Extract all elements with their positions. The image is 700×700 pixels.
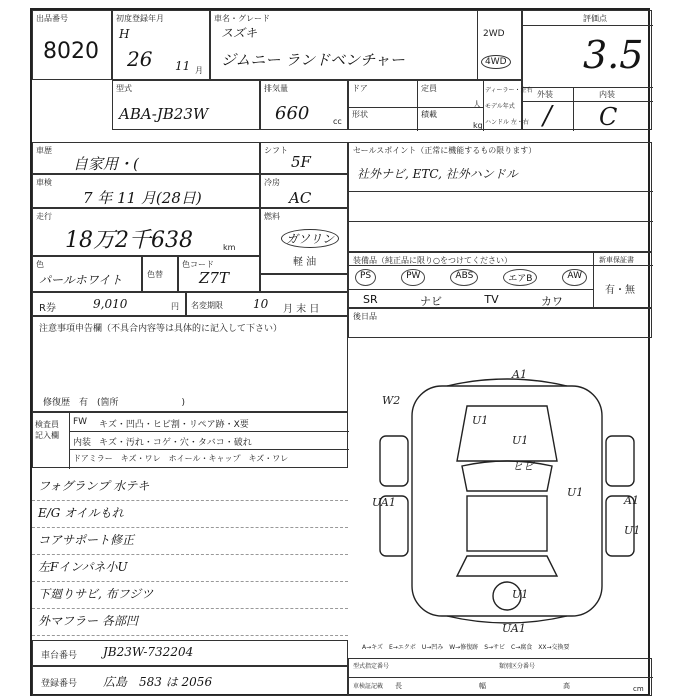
ac-value: AC <box>289 189 312 207</box>
yen-unit: 円 <box>171 302 179 311</box>
interior-grade: C <box>599 103 618 131</box>
displacement-label: 排気量 <box>264 84 288 93</box>
equipment-cell <box>348 252 652 308</box>
handwritten-note: 左Fインパネ小U <box>32 555 348 582</box>
fuel-diesel: 軽 油 <box>293 257 317 268</box>
fuel-gasoline: ガソリン <box>281 229 339 248</box>
equipment-item: AW <box>562 269 587 286</box>
car-windshield <box>462 461 552 491</box>
after-sale-label: 後日品 <box>353 312 377 321</box>
load-label: 積載 <box>421 110 437 119</box>
capacity-label: 定員 <box>421 84 437 93</box>
cc-unit: cc <box>333 117 342 126</box>
color-label: 色 <box>36 260 44 269</box>
new-warranty-value: 有・無 <box>605 285 635 296</box>
new-warranty-label: 新車保証書 <box>599 256 634 264</box>
car-right-front-door <box>606 436 634 486</box>
door-label: ドア <box>352 84 368 93</box>
color-code-cell <box>178 256 260 292</box>
inspector-cell <box>32 412 348 468</box>
drive-4wd: 4WD <box>481 55 511 69</box>
inspector-row1: キズ・凹凸・ヒビ割・リペア跡・X要 <box>99 420 249 430</box>
reg-era: H <box>119 27 130 41</box>
notes-cell <box>32 316 348 412</box>
inspector-row3: ドアミラー キズ・ワレ ホイール・キャップ キズ・ワレ <box>73 454 289 463</box>
displacement: 660 <box>275 103 310 124</box>
diagram-legend: A→キズ E→エクボ U→凹み W→修復跡 S→サビ C→腐食 XX→交換要 <box>362 644 570 651</box>
handwritten-note: E/G オイルもれ <box>32 501 348 528</box>
first-reg-label: 初度登録年月 <box>116 14 164 23</box>
shift-label: シフト <box>264 146 288 155</box>
damage-mark: U1 <box>567 486 584 499</box>
damage-mark: UA1 <box>502 622 526 635</box>
color-value: パールホワイト <box>39 273 123 287</box>
category-label: 車歴 <box>36 146 52 155</box>
registration-number: 広島 583 は 2056 <box>103 675 213 689</box>
reg-month: 11 <box>175 59 191 73</box>
equipment-item: TV <box>484 293 499 306</box>
inspection-value: 7 年 11 月(28日) <box>83 189 202 207</box>
fuel-label: 燃料 <box>264 212 280 221</box>
damage-mark: U1 <box>624 524 641 537</box>
dim-height: 高 <box>563 682 570 690</box>
tax-label: 名変期限 <box>191 301 223 310</box>
inspector-row2: キズ・汚れ・コゲ・穴・タバコ・破れ <box>99 438 252 448</box>
equipment-item: ABS <box>450 269 478 286</box>
equipment-row-2 <box>363 293 563 309</box>
exterior-label: 外装 <box>537 90 553 99</box>
equipment-item: PS <box>355 269 376 286</box>
mileage-value: 18万2千638 <box>65 228 193 253</box>
car-damage-diagram <box>362 366 652 636</box>
damage-mark: U1 <box>472 414 489 427</box>
chassis-cell <box>32 640 348 666</box>
first-registration-cell <box>112 10 210 80</box>
shape-label: 形状 <box>352 110 368 119</box>
handwritten-note: コアサポート修正 <box>32 528 348 555</box>
color-change-label: 色替 <box>147 270 163 279</box>
km-unit: km <box>223 243 236 252</box>
model-grade-cell <box>210 10 522 80</box>
ac-label: 冷房 <box>264 178 280 187</box>
damage-mark: A1 <box>512 368 527 381</box>
shift-cell <box>260 142 348 174</box>
equipment-item: SR <box>363 293 378 306</box>
repair-history: 修復歴 有 (箇所 ) <box>43 398 186 408</box>
dealer-label: ディーラー・左右 <box>485 87 533 94</box>
mileage-cell <box>32 208 260 256</box>
listing-number-cell <box>32 10 112 80</box>
model-name: ジムニー ランドベンチャー <box>221 51 405 69</box>
selling-points-cell <box>348 142 652 252</box>
chassis-number: JB23W-732204 <box>103 645 194 659</box>
interior-label: 内装 <box>599 90 615 99</box>
listing-number: 8020 <box>43 39 99 64</box>
handle-label: ハンドル 左・右 <box>485 119 529 126</box>
person-unit: 人 <box>473 100 481 109</box>
category-value: 自家用・( <box>73 155 139 173</box>
inspector-interior: 内装 <box>73 438 92 448</box>
equipment-item: エアB <box>503 269 537 286</box>
dim-length: 長 <box>395 682 402 690</box>
fuel-cell <box>260 208 348 274</box>
inspection-cell <box>32 174 260 208</box>
drive-2wd: 2WD <box>483 29 505 39</box>
registration-label: 登録番号 <box>41 679 78 689</box>
reg-year: 26 <box>127 47 153 71</box>
tax-end: 月 末 日 <box>283 304 320 315</box>
inspection-label: 車検 <box>36 178 52 187</box>
color-change-cell <box>142 256 178 292</box>
car-front-bumper <box>447 379 567 386</box>
equipment-label: 装備品（純正品に限り○をつけてください） <box>353 256 512 265</box>
handwritten-note: フォグランプ 水テキ <box>32 474 348 501</box>
handwritten-notes <box>32 474 348 634</box>
equipment-row-1 <box>355 269 591 286</box>
equipment-item: PW <box>401 269 425 286</box>
equipment-item: ナビ <box>420 295 442 308</box>
model-year-label: モデル年式 <box>485 103 515 110</box>
handwritten-note: 外マフラー 各部凹 <box>32 609 348 636</box>
model-code: ABA-JB23W <box>119 105 209 123</box>
displacement-cell <box>260 80 348 130</box>
model-code-label: 型式 <box>116 84 132 93</box>
registration-cell <box>32 666 348 696</box>
ac-cell <box>260 174 348 208</box>
door-shape-cell <box>348 80 533 130</box>
inspector-fw: FW <box>73 417 88 427</box>
recycle-label: R券 <box>39 303 56 314</box>
color-code: Z7T <box>199 269 229 287</box>
car-rear-window <box>457 556 557 576</box>
model-code-cell <box>112 80 260 130</box>
notes-label: 注意事項申告欄（不具合内容等は具体的に記入して下さい） <box>39 324 283 334</box>
mileage-label: 走行 <box>36 212 52 221</box>
auction-sheet <box>30 8 650 696</box>
recycle-cell <box>32 292 186 316</box>
damage-mark: U1 <box>512 434 529 447</box>
listing-number-label: 出品番号 <box>36 14 68 23</box>
chassis-label: 車台番号 <box>41 651 78 661</box>
maker-name: スズキ <box>221 26 258 40</box>
model-grade-label: 車名・グレード <box>214 14 270 23</box>
selling-points-label: セールスポイント（正常に機能するもの限ります） <box>353 146 537 155</box>
damage-mark: U1 <box>512 588 529 601</box>
handwritten-note: 下廻りサビ, 布フジツ <box>32 582 348 609</box>
certificate-cell <box>348 658 652 696</box>
tax-month: 10 <box>253 297 269 311</box>
cm-unit: cm <box>633 685 644 693</box>
class-label: 類別区分番号 <box>499 663 536 670</box>
color-cell <box>32 256 142 292</box>
damage-mark: ヒビ <box>512 460 534 473</box>
score-label: 評価点 <box>583 14 607 23</box>
equipment-item: カワ <box>540 295 563 308</box>
inspector-label: 検査員記入欄 <box>35 420 59 440</box>
car-left-front-door <box>380 436 408 486</box>
damage-mark: W2 <box>382 394 401 407</box>
handwritten-notes-list <box>32 474 348 636</box>
shift-value: 5F <box>291 153 311 171</box>
cert-label: 型式指定番号 <box>353 663 390 670</box>
recycle-fee: 9,010 <box>93 297 128 311</box>
after-sale-cell <box>348 308 652 338</box>
kg-unit: kg <box>473 121 483 130</box>
tax-cell <box>186 292 348 316</box>
category-cell <box>32 142 260 174</box>
exterior-grade: / <box>543 101 552 131</box>
damage-mark: A1 <box>624 494 639 507</box>
score-cell <box>522 10 652 130</box>
month-unit: 月 <box>195 66 203 75</box>
score-value: 3.5 <box>583 33 644 77</box>
color-code-label: 色コード <box>182 260 214 269</box>
car-roof <box>467 496 547 551</box>
spec-label: 車検証記載 <box>353 683 384 690</box>
selling-points-text: 社外ナビ, ETC, 社外ハンドル <box>357 167 518 181</box>
damage-mark: UA1 <box>372 496 396 509</box>
blank-cell <box>260 274 348 292</box>
dim-width: 幅 <box>479 682 486 690</box>
